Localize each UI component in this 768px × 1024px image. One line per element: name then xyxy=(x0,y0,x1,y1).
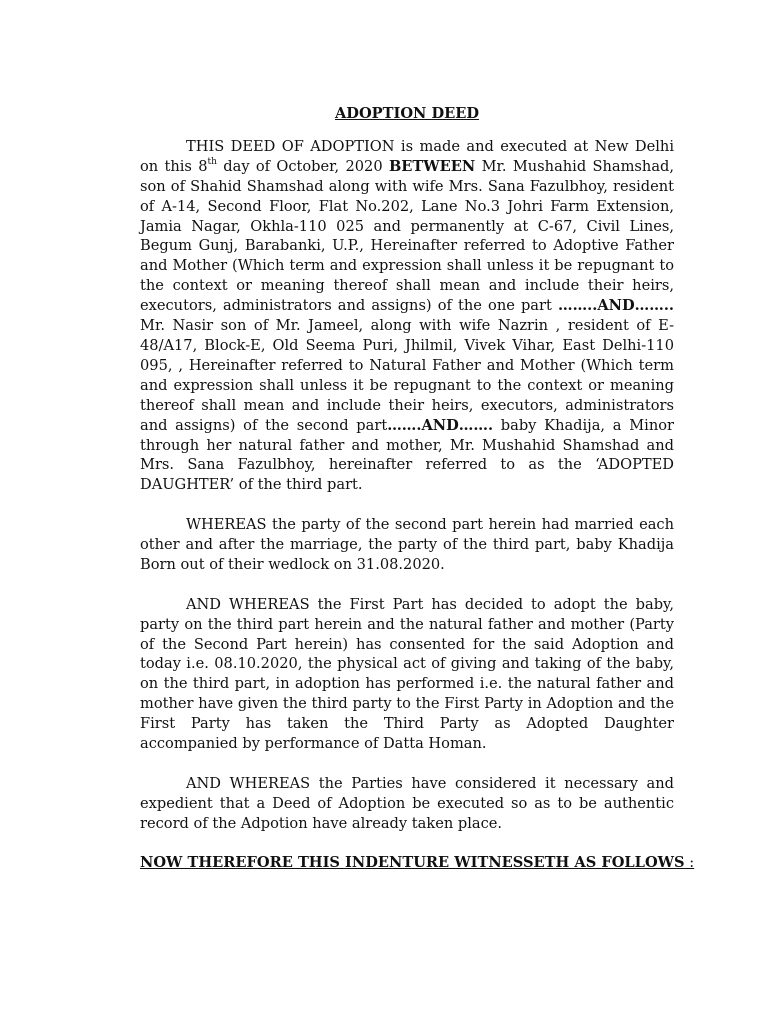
whereas-paragraph-3: AND WHEREAS the Parties have considered it necessary and expedient that a Deed of Adoption be executed so as to be authentic record of the Adpotion have already taken place. xyxy=(140,774,674,832)
document-title: ADOPTION DEED xyxy=(334,105,480,122)
witnesseth-heading xyxy=(140,853,695,873)
witnesseth-colon: : xyxy=(684,854,695,872)
parties-text-b: day of October, 2020 xyxy=(216,157,389,175)
parties-text-e: baby Khadija, a Minor through her natural father and mother, Mr. Mushahid Shamshad and Mrs. Sana Fazulbhoy, hereinafter referred to as the ‘ADOPTED DAUGHTER’ of the third part. xyxy=(140,416,674,494)
document-page xyxy=(140,104,695,873)
between-keyword: BETWEEN xyxy=(388,157,476,175)
parties-text-d: Mr. Nasir son of Mr. Jameel, along with wife Nazrin , resident of E-48/A17, Block-E, Old Seema Puri, Jhilmil, Vivek Vihar, East Delhi-110 095, , Hereinafter referred to Natural Father and Mother (Which term and expression shall unless it be repugnant to the context or meaning thereof shall mean and include their heirs, executors, administrators and assigns) of the second part xyxy=(140,317,674,434)
and-separator-1: ……..AND…….. xyxy=(557,297,674,315)
witnesseth-text: NOW THEREFORE THIS INDENTURE WITNESSETH AS FOLLOWS xyxy=(140,854,685,872)
and-separator-2: …….AND……. xyxy=(387,416,494,434)
parties-paragraph xyxy=(140,137,674,495)
parties-text-a: THIS DEED OF ADOPTION is made and executed at New Delhi on this 8 xyxy=(140,137,674,175)
whereas-paragraph-2: AND WHEREAS the First Part has decided to adopt the baby, party on the third part herein and the natural father and mother (Party of the Second Part herein) has consented for the said Adoption and today i.e. 08.10.2020, the physical act of giving and taking of the baby, on the third part, in adoption has performed i.e. the natural father and mother have given the third party to the First Party in Adoption and the First Party has taken the Third Party as Adopted Daughter accompanied by performance of Datta Homan. xyxy=(140,595,674,753)
whereas-paragraph-1: WHEREAS the party of the second part herein had married each other and after the marriage, the party of the third part, baby Khadija Born out of their wedlock on 31.08.2020. xyxy=(140,516,674,573)
parties-text-c: Mr. Mushahid Shamshad, son of Shahid Shamshad along with wife Mrs. Sana Fazulbhoy, resident of A-14, Second Floor, Flat No.202, Lane No.3 Johri Farm Extension, Jamia Nagar, Okhla-110 025 and permanently at C-67, Civil Lines, Begum Gunj, Barabanki, U.P., Hereinafter referred to Adoptive Father and Mother (Which term and expression shall unless it be repugnant to the context or meaning thereof shall mean and include their heirs, executors, administrators and assigns) of the one part xyxy=(140,157,675,315)
day-suffix: th xyxy=(207,156,217,167)
